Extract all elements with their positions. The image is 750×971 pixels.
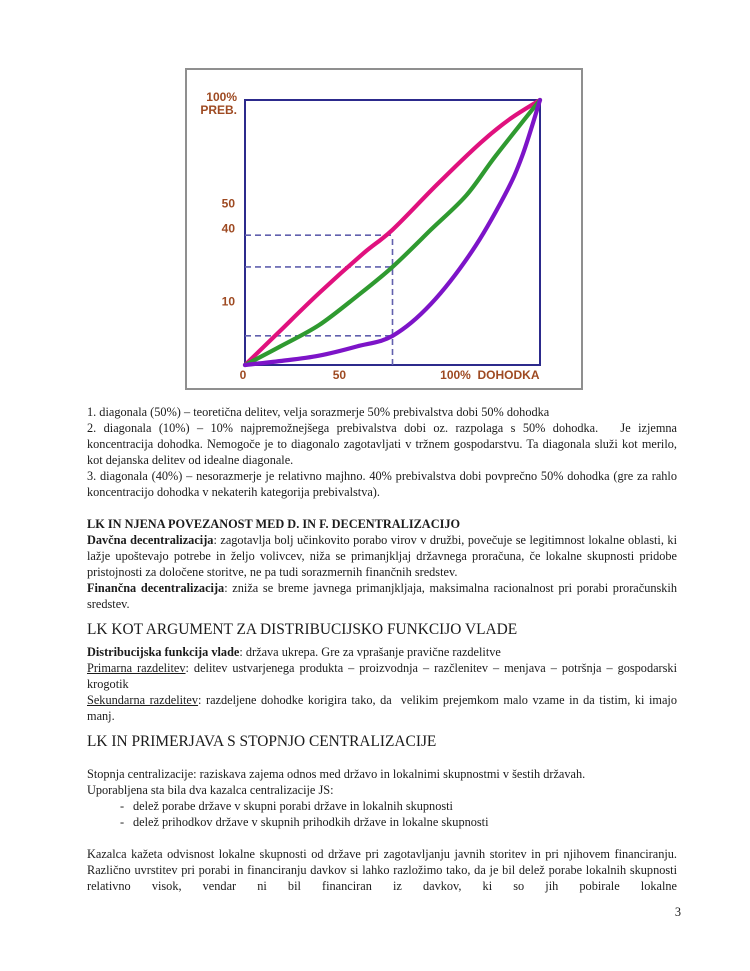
y-tick-label: 50 [221, 196, 235, 211]
paragraph [87, 660, 677, 692]
paragraph [87, 782, 677, 798]
y-axis-title-line2: PREB. [200, 103, 237, 117]
text-segment-underline: Sekundarna razdelitev [87, 693, 199, 707]
text-segment-plain: : razdeljene dohodke korigira tako, da velikim prejemkom malo vzame in da tistim, ki imajo manj. [87, 693, 677, 723]
page-number: 3 [674, 905, 681, 919]
heading [87, 732, 677, 751]
text-segment-plain: 2. diagonala (10%) – 10% najpremožnejšega prebivalstva dobi oz. razpolaga s 50% dohodka. Je izjemna koncentracija dohodka. Nemogoče je to diagonalo zagotavljati v tržnem gospodarstvu. Ta diagonala služi kot merilo, kot dejanska delitev od idealne diagonale. [87, 421, 677, 467]
y-tick-label: 40 [221, 221, 235, 236]
x-tick-label: 50 [332, 368, 347, 382]
bullet-dash-icon: - [120, 815, 125, 829]
paragraph [87, 532, 677, 580]
text-segment-plain: : zniža se breme javnega primanjkljaja, maksimalna racionalnost pri porabi proračunskih sredstev. [87, 581, 677, 611]
text-segment-plain: 1. diagonala (50%) – teoretična delitev, velja sorazmerje 50% prebivalstva dobi 50% dohodka [87, 405, 550, 419]
y-tick-label: 10 [221, 294, 235, 309]
bullet-list [87, 798, 677, 830]
paragraph [87, 766, 677, 782]
bullet-item [87, 798, 677, 814]
bullet-text: delež porabe države v skupni porabi države in lokalnih skupnosti [133, 799, 453, 813]
text-segment-plain: Kazalca kažeta odvisnost lokalne skupnosti od države pri zagotavljanju javnih storitev in pri njihovem financiranju. Različno uvrstitev pri porabi in financiranju davkov si lahko razložimo tako, da je bil delež porabe lokalnih skupnosti relativno visok, vendar ni bil financiran iz davkov, ki so jih pobirale lokalne [87, 847, 677, 893]
text-segment-plain: Uporabljena sta bila dva kazalca centralizacije JS: [87, 783, 334, 797]
bullet-dash-icon: - [120, 799, 125, 813]
text-segment-bold: LK IN NJENA POVEZANOST MED D. IN F. DECENTRALIZACIJO [87, 517, 461, 531]
lorenz-curve-figure [185, 68, 583, 390]
text-segment-plain: : zagotavlja bolj učinkovito porabo virov v družbi, povečuje se legitimnost lokalne oblasti, ki lažje upoštevajo potrebe in željo volivcev, niža se primanjkljaj državnega proračuna, če lokalne skupnosti pridobe pristojnosti za določene storitve, ne pa tudi sorazmernih finančnih sredstev. [87, 533, 677, 579]
text-segment-bold: Davčna decentralizacija [87, 533, 214, 547]
heading [87, 516, 677, 532]
document-body [87, 404, 677, 894]
paragraph [87, 692, 677, 724]
heading [87, 620, 677, 639]
lorenz-curve-chart [187, 70, 581, 388]
text-segment-plain: LK KOT ARGUMENT ZA DISTRIBUCIJSKO FUNKCIJO VLADE [87, 621, 518, 638]
bullet-text: delež prihodkov države v skupnih prihodkih države in lokalne skupnosti [133, 815, 489, 829]
x-tick-label: 100% DOHODKA [440, 368, 540, 382]
text-segment-bold: Distribucijska funkcija vlade [87, 645, 240, 659]
curve-diagonala-1 [245, 100, 540, 365]
paragraph [87, 580, 677, 612]
paragraph [87, 846, 677, 894]
paragraph [87, 420, 677, 468]
text-segment-bold: Finančna decentralizacija [87, 581, 225, 595]
paragraph [87, 468, 677, 500]
bullet-item [87, 814, 677, 830]
text-segment-plain: : država ukrepa. Gre za vprašanje pravične razdelitve [239, 645, 501, 659]
paragraph [87, 644, 677, 660]
text-segment-plain: 3. diagonala (40%) – nesorazmerje je relativno majhno. 40% prebivalstva dobi povprečno 50% dohodka (gre za rahlo koncentracijo dohodka v nekaterih kategorija prebivalstva). [87, 469, 677, 499]
text-segment-plain: LK IN PRIMERJAVA S STOPNJO CENTRALIZACIJE [87, 733, 437, 750]
paragraph [87, 404, 677, 420]
y-axis-title-line1: 100% [206, 90, 237, 104]
text-segment-plain: : delitev ustvarjenega produkta – proizvodnja – razčlenitev – menjava – potršnja – gospodarski krogotik [87, 661, 677, 691]
text-segment-plain: Stopnja centralizacije: raziskava zajema odnos med državo in lokalnimi skupnostmi v šestih državah. [87, 767, 586, 781]
text-segment-underline: Primarna razdelitev [87, 661, 186, 675]
x-tick-label: 0 [239, 368, 247, 382]
